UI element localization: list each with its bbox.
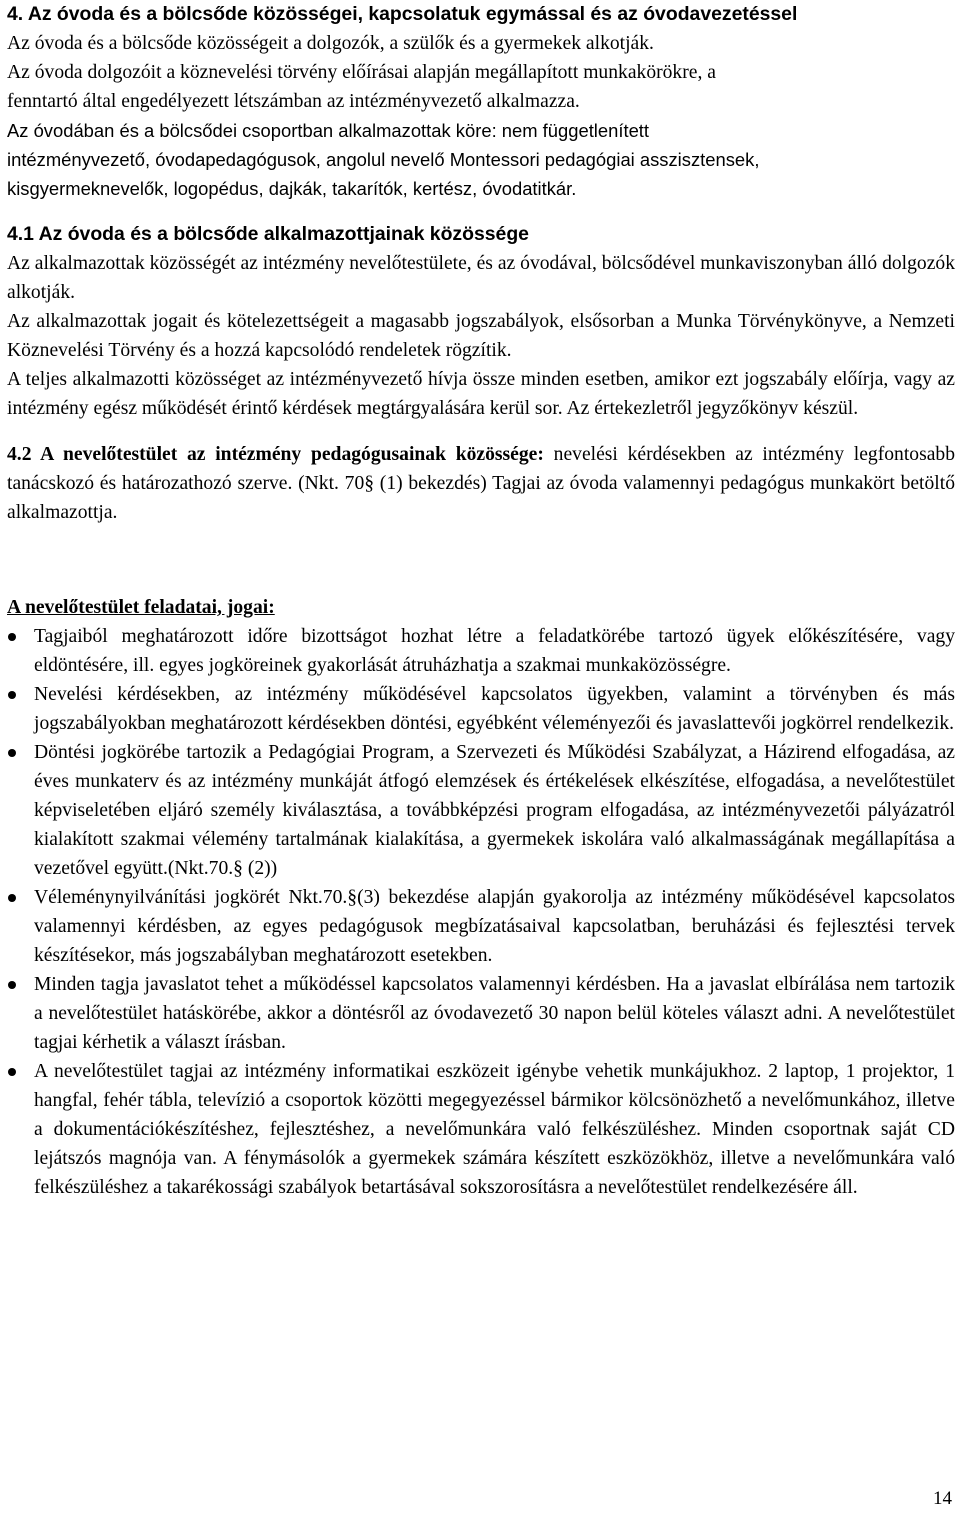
intro-line: Az óvoda és a bölcsőde közösségeit a dolgozók, a szülők és a gyermekek alkotják. — [7, 33, 654, 54]
paragraph: A teljes alkalmazotti közösséget az intézményvezető hívja össze minden esetben, amikor ezt jogszabály előírja, vagy az intézmény egész működését érintő kérdések megtárgyalására kerül sor. Az értekezletről jegyzőkönyv készül. — [7, 369, 955, 419]
paragraph: Az alkalmazottak közösségét az intézmény nevelőtestülete, és az óvodával, bölcsődével munkaviszonyban álló dolgozók alkotják. — [7, 253, 955, 303]
list-item-text: A nevelőtestület tagjai az intézmény informatikai eszközeit igénybe vehetik munkájukhoz. 2 laptop, 1 projektor, 1 hangfal, fehér tábla, televízió a csoportok közötti megegyezéssel bármikor kölcsönözhető a nevelőmunkához, illetve a dokumentációkészítéshez, fejlesztéshez, a nevelőmunkára való felkészüléshez. Minden csoportnak saját CD lejátszós magnója van. A fénymásolók a gyermekek számára készített eszközökhöz, illetve a nevelőmunkára való felkészüléshez a takarékossági szabályok betartásával sokszorosításra a nevelőtestület rendelkezésére áll. — [34, 1061, 955, 1198]
list-item — [7, 738, 955, 883]
section-4-heading: 4. Az óvoda és a bölcsőde közösségei, kapcsolatuk egymással és az óvodavezetéssel — [7, 3, 798, 25]
section-4-2-heading: 4.2 A nevelőtestület az intézmény pedagógusainak közössége: — [7, 444, 544, 465]
bullet-icon — [8, 691, 16, 699]
list-item-text: Tagjaiból meghatározott időre bizottságot hozhat létre a feladatkörébe tartozó ügyek előkészítésére, vagy eldöntésére, ill. egyes jogköreinek gyakorlását átruházhatja a szakmai munkaközösségre. — [34, 626, 955, 676]
duties-list — [7, 622, 955, 1202]
intro-line: fenntartó által engedélyezett létszámban az intézményvezető alkalmazza. — [7, 91, 580, 112]
intro-line: kisgyermeknevelők, logopédus, dajkák, takarítók, kertész, óvodatitkár. — [7, 178, 577, 199]
list-item — [7, 883, 955, 970]
duties-title: A nevelőtestület feladatai, jogai: — [7, 597, 275, 618]
section-4-1-heading: 4.1 Az óvoda és a bölcsőde alkalmazottjainak közössége — [7, 223, 529, 245]
section-4-2-text: nevelési kérdésekben az intézmény legfontosabb tanácskozó és határozathozó szerve. (Nkt. 70§ (1) bekezdés) Tagjai az óvoda valamennyi pedagógus munkakört betöltő alkalmazottja. — [7, 444, 955, 523]
intro-line: intézményvezető, óvodapedagógusok, angolul nevelő Montessori pedagógiai asszisztensek, — [7, 149, 760, 170]
bullet-icon — [8, 894, 16, 902]
list-item — [7, 622, 955, 680]
list-item-text: Döntési jogkörébe tartozik a Pedagógiai Program, a Szervezeti és Működési Szabályzat, a Házirend elfogadása, az éves munkaterv és az intézmény munkáját átfogó elemzések és értékelések elkészítése, elfogadása, a nevelőtestület képviseletében eljáró személy kiválasztása, a továbbképzési program elfogadása, az intézményvezetői pályázatról kialakított szakmai vélemény tartalmának kialakítása, a gyermekek iskolára való alkalmasságának megállapítása a vezetővel együtt.(Nkt.70.§ (2)) — [34, 742, 955, 879]
section-4-1-body — [7, 249, 955, 423]
bullet-icon — [8, 981, 16, 989]
bullet-icon — [8, 749, 16, 757]
list-item — [7, 1057, 955, 1202]
staff-list-paragraph — [7, 116, 955, 203]
section-4-2-paragraph — [7, 440, 955, 527]
bullet-icon — [8, 633, 16, 641]
intro-line: Az óvodában és a bölcsődei csoportban alkalmazottak köre: nem függetlenített — [7, 120, 650, 141]
list-item — [7, 970, 955, 1057]
list-item-text: Véleménynyilvánítási jogkörét Nkt.70.§(3) bekezdése alapján gyakorolja az intézmény működésével kapcsolatos valamennyi kérdésben, az egyes pedagógusok megbízatásaival kapcsolatban, beruházási és fejlesztési tervek készítésekor, más jogszabályban meghatározott esetekben. — [34, 887, 955, 966]
list-item-text: Minden tagja javaslatot tehet a működéssel kapcsolatos valamennyi kérdésben. Ha a javaslat elbírálása nem tartozik a nevelőtestület hatáskörébe, akkor a döntésről az óvodavezető 30 napon belül köteles választ adni. A nevelőtestület tagjai kérhetik a választ írásban. — [34, 974, 955, 1053]
document-page — [7, 0, 955, 1202]
section-4-intro — [7, 29, 955, 116]
list-item-text: Nevelési kérdésekben, az intézmény működésével kapcsolatos ügyekben, valamint a törvényben és más jogszabályokban meghatározott kérdésekben döntési, egyébként véleményezői és javaslattevői jogkörrel rendelkezik. — [34, 684, 955, 734]
list-item — [7, 680, 955, 738]
intro-line: Az óvoda dolgozóit a köznevelési törvény előírásai alapján megállapított munkakörökre, a — [7, 62, 716, 83]
paragraph: Az alkalmazottak jogait és kötelezettségeit a magasabb jogszabályok, elsősorban a Munka Törvénykönyve, a Nemzeti Köznevelési Törvény és a hozzá kapcsolódó rendeletek rögzítik. — [7, 311, 955, 361]
page-number: 14 — [933, 1488, 952, 1509]
bullet-icon — [8, 1068, 16, 1076]
